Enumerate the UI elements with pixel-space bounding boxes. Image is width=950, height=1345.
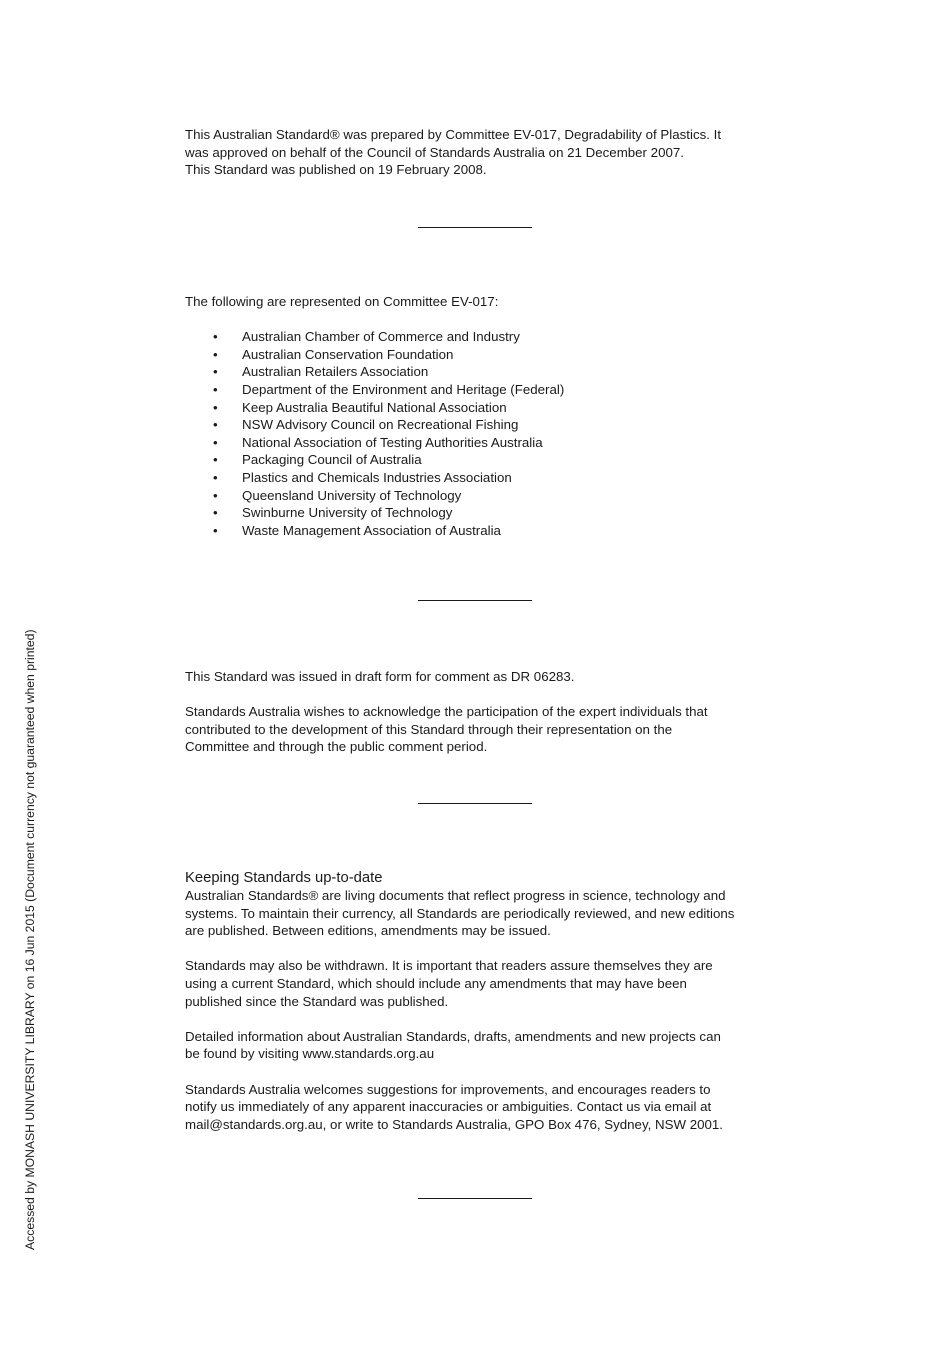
section-divider — [418, 600, 532, 601]
preparation-line: This Standard was published on 19 February 2008. — [185, 162, 487, 178]
paragraph-line: Australian Standards® are living documents that reflect progress in science, technology and — [185, 888, 726, 903]
paragraph-line: published since the Standard was published. — [185, 993, 449, 1009]
committee-intro: The following are represented on Committee EV-017: — [185, 294, 499, 309]
draft-issued-text: This Standard was issued in draft form for comment as DR 06283. — [185, 669, 575, 684]
bullet-icon: • — [213, 452, 218, 468]
committee-member: • Waste Management Association of Australia — [213, 522, 501, 538]
committee-member: • Australian Retailers Association — [213, 364, 429, 380]
paragraph-line: Standards may also be withdrawn. It is important that readers assure themselves they are — [185, 958, 713, 974]
preparation-line: This Australian Standard® was prepared by Committee EV-017, Degradability of Plastics. It — [185, 127, 722, 142]
committee-member-list — [185, 328, 775, 539]
bullet-icon: • — [213, 346, 218, 362]
bullet-icon: • — [213, 381, 218, 397]
paragraph-line: systems. To maintain their currency, all Standards are periodically reviewed, and new editions — [185, 905, 735, 921]
committee-member: • Swinburne University of Technology — [213, 505, 453, 521]
committee-member: • Department of the Environment and Heritage (Federal) — [213, 381, 565, 397]
paragraph-line: using a current Standard, which should include any amendments that may have been — [185, 975, 687, 991]
committee-section — [185, 293, 775, 539]
preparation-line: was approved on behalf of the Council of Standards Australia on 21 December 2007. — [185, 144, 684, 160]
draft-section — [185, 668, 775, 756]
section-heading: Keeping Standards up-to-date — [185, 870, 383, 886]
uptodate-section — [185, 869, 775, 1133]
bullet-icon: • — [213, 487, 218, 503]
paragraph-line: be found by visiting www.standards.org.au — [185, 1046, 435, 1062]
committee-member: • Keep Australia Beautiful National Association — [213, 399, 507, 415]
paragraph-line: mail@standards.org.au, or write to Standards Australia, GPO Box 476, Sydney, NSW 2001. — [185, 1116, 723, 1132]
preparation-statement — [185, 126, 775, 179]
section-divider — [418, 1198, 532, 1199]
section-divider — [418, 227, 532, 228]
committee-member: • Australian Conservation Foundation — [213, 346, 454, 362]
acknowledgement-line: contributed to the development of this Standard through their representation on the — [185, 721, 673, 737]
bullet-icon: • — [213, 522, 218, 538]
paragraph-line: are published. Between editions, amendments may be issued. — [185, 923, 551, 939]
committee-member: • National Association of Testing Authorities Australia — [213, 434, 543, 450]
paragraph-line: Standards Australia welcomes suggestions for improvements, and encourages readers to — [185, 1081, 711, 1097]
committee-member: • Plastics and Chemicals Industries Association — [213, 469, 512, 485]
bullet-icon: • — [213, 505, 218, 521]
section-divider — [418, 803, 532, 804]
bullet-icon: • — [213, 329, 218, 345]
committee-member: • NSW Advisory Council on Recreational Fishing — [213, 417, 519, 433]
acknowledgement-line: Standards Australia wishes to acknowledge the participation of the expert individuals that — [185, 704, 708, 720]
bullet-icon: • — [213, 399, 218, 415]
paragraph-line: notify us immediately of any apparent inaccuracies or ambiguities. Contact us via email at — [185, 1099, 712, 1115]
committee-member: • Australian Chamber of Commerce and Industry — [213, 329, 520, 345]
paragraph-line: Detailed information about Australian Standards, drafts, amendments and new projects can — [185, 1028, 721, 1044]
acknowledgement-line: Committee and through the public comment period. — [185, 739, 488, 755]
committee-member: • Packaging Council of Australia — [213, 452, 422, 468]
bullet-icon: • — [213, 417, 218, 433]
committee-member: • Queensland University of Technology — [213, 487, 462, 503]
bullet-icon: • — [213, 364, 218, 380]
bullet-icon: • — [213, 434, 218, 450]
bullet-icon: • — [213, 469, 218, 485]
access-watermark: Accessed by MONASH UNIVERSITY LIBRARY on 16 Jun 2015 (Document currency not guaranteed when printed) — [23, 629, 37, 1250]
